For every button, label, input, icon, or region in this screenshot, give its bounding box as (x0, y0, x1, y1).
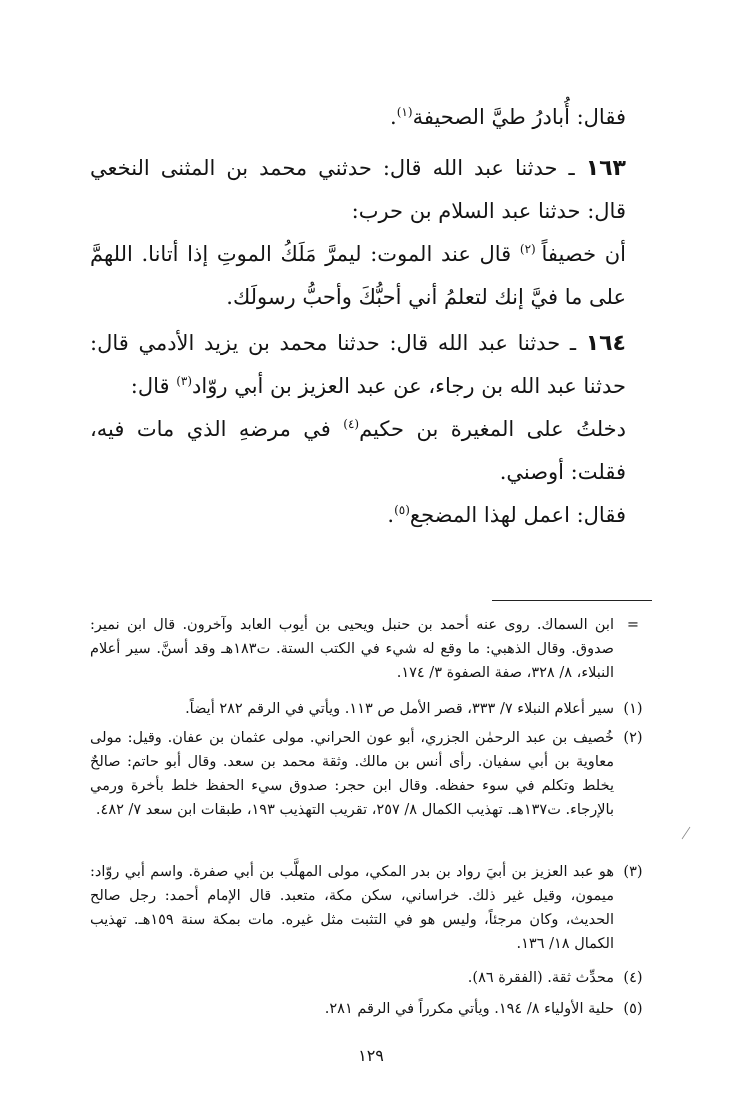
paragraph-164-tail: قال: (130, 374, 177, 398)
footnote-4 (90, 966, 652, 990)
footnote-text: سير أعلام النبلاء ٧/ ٣٣٣، قصر الأمل ص ١١٣. ويأتي في الرقم ٢٨٢ أيضاً. (185, 701, 614, 717)
paragraph-164-text: ـ حدثنا عبد الله قال: حدثنا محمد بن يزيد الأدمي قال: حدثنا عبد الله بن رجاء، عن عبد العزيز بن أبي روّاد (90, 331, 626, 398)
paragraph-mughira-tail: في مرضهِ الذي مات فيه، فقلت: أوصني. (90, 417, 626, 484)
paragraph-mughira-text: دخلتُ على المغيرة بن حكيم (359, 417, 626, 441)
page-number: ١٢٩ (358, 1046, 384, 1065)
paragraph-last-text: فقال: اعمل لهذا المضجع (409, 503, 626, 527)
paragraph-khusaif (90, 233, 652, 319)
paragraph-khusaif-tail: قال عند الموت: ليمرَّ مَلَكُ الموتِ إذا أتانا. اللهمَّ على ما فيَّ إنك لتعلمُ أني أحبُّكَ وأحبُّ رسولَك. (90, 242, 626, 309)
footnote-marker: (١) (623, 701, 643, 717)
footnote-continuation (90, 613, 652, 685)
footnote-ref-2: (٢) (519, 242, 542, 256)
pen-mark (680, 826, 692, 840)
paragraph-163-text: ـ حدثنا عبد الله قال: حدثني محمد بن المثنى النخعي قال: حدثنا عبد السلام بن حرب: (90, 156, 626, 223)
footnote-text: خُصيف بن عبد الرحمٰن الجزري، أبو عون الحراني. مولى عثمان بن عفان. وقيل: مولى معاوية بن أبي سفيان. رأى أنس بن مالك. وثقة محمد بن سعد. وقال أبو حاتم: صالحٌ يخلط وتكلم في سوء حفظه. وقال ابن حجر: صدوق سيء الحفظ خلط بأخرة ورمي بالإرجاء. ت١٣٧هـ. تهذيب الكمال ٨/ ٢٥٧، تقريب التهذيب ١٩٣، طبقات ابن سعد ٧/ ٤٨٢. (90, 730, 614, 818)
footnote-text: ابن السماك. روى عنه أحمد بن حنبل ويحيى بن أيوب العابد وآخرون. قال ابن نمير: صدوق. وقال الذهبي: ما وقع له شيء في الكتب الستة. ت١٨٣هـ وقد أسنَّ. سير أعلام النبلاء، ٨/ ٣٢٨، صفة الصفوة ٣/ ١٧٤. (90, 617, 614, 681)
paragraph-1-tail: . (390, 105, 397, 129)
footnote-ref-3: (٣) (176, 374, 193, 388)
footnote-ref-5: (٥) (394, 503, 410, 517)
footnote-marker: (٣) (623, 864, 643, 880)
paragraph-1 (90, 96, 652, 139)
paragraph-last (90, 494, 652, 537)
book-page (90, 0, 652, 1117)
footnote-separator (492, 600, 652, 601)
paragraph-mughira (90, 408, 652, 494)
footnote-2 (90, 726, 652, 822)
footnote-3 (90, 860, 652, 956)
paragraph-1-text: فقال: أُبادرُ طيَّ الصحيفة (412, 105, 626, 129)
paragraph-163 (90, 147, 652, 233)
paragraph-last-tail: . (387, 503, 395, 527)
paragraph-khusaif-text: أن خصيفاً (541, 242, 627, 266)
footnote-ref-4: (٤) (343, 417, 360, 431)
entry-number-163: ١٦٣ (585, 156, 626, 181)
footnote-marker: (٥) (623, 1001, 643, 1017)
footnote-marker: (٤) (623, 970, 643, 986)
footnote-marker: = (626, 617, 640, 633)
footnote-text: محدِّث ثقة. (الفقرة ٨٦). (467, 970, 614, 986)
footnote-marker: (٢) (623, 730, 643, 746)
entry-number-164: ١٦٤ (585, 331, 626, 356)
footnote-1 (90, 697, 652, 721)
paragraph-164 (90, 322, 652, 408)
footnote-5 (90, 997, 652, 1021)
footnote-text: هو عبد العزيز بن أبيَ رواد بن بدر المكي، مولى المهلَّب بن أبي صفرة. واسم أبي روّاد: ميمون، وقيل غير ذلك. خراساني، سكن مكة، متعبد. قال الإمام أحمد: رجل صالح الحديث، وكان مرجئاً، وليس هو في التثبت مثل غيره. مات بمكة سنة ١٥٩هـ. تهذيب الكمال ١٨/ ١٣٦. (90, 864, 615, 952)
footnote-ref-1: (١) (396, 105, 413, 119)
footnote-text: حلية الأولياء ٨/ ١٩٤. ويأتي مكرراً في الرقم ٢٨١. (324, 1001, 614, 1017)
